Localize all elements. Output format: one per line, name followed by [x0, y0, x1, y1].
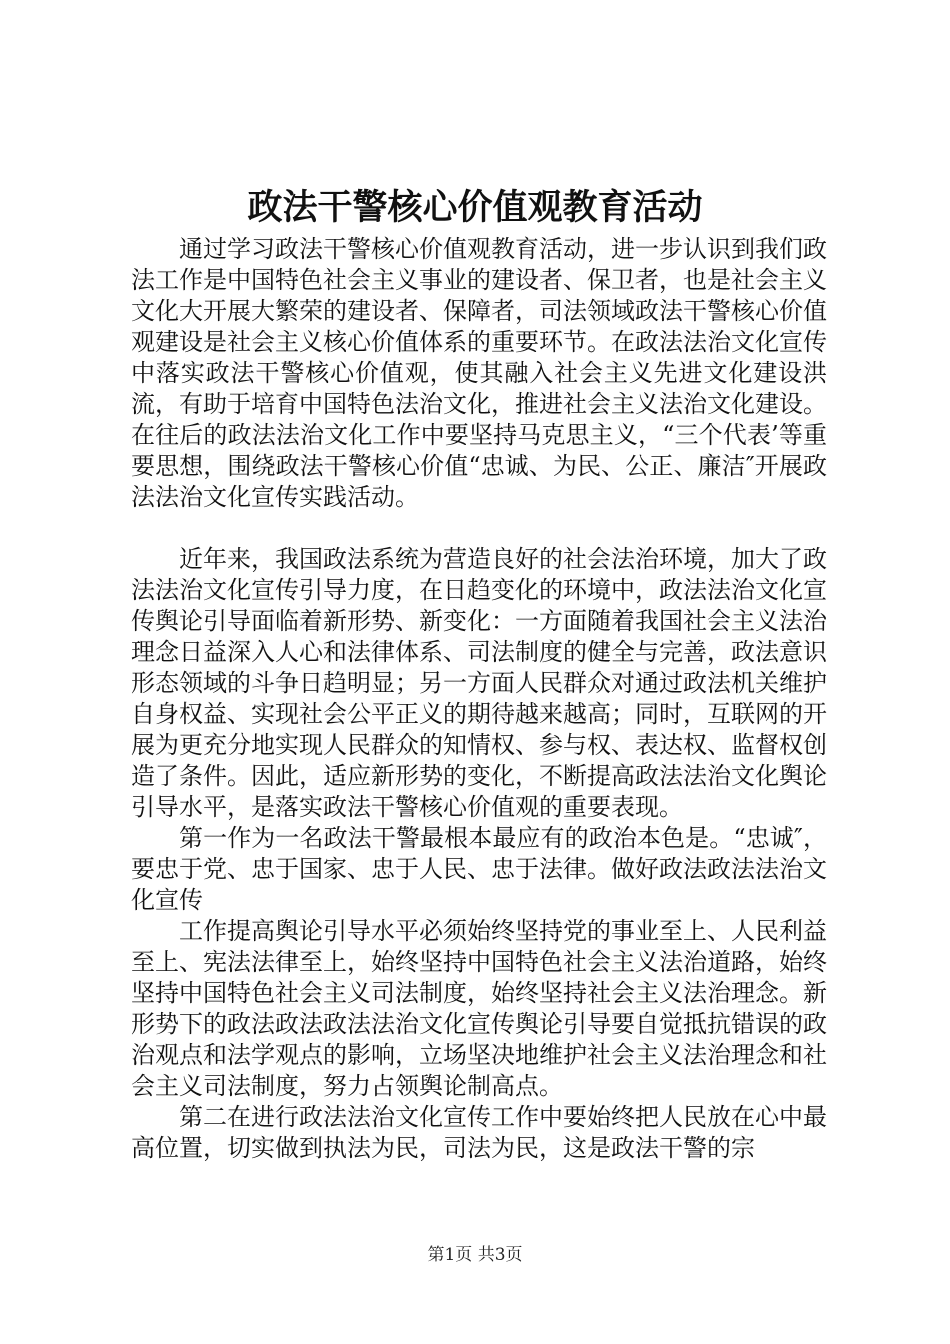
paragraph-1: 通过学习政法干警核心价值观教育活动，进一步认识到我们政法工作是中国特色社会主义事业的建设者、保卫者，也是社会主义文化大开展大繁荣的建设者、保障者，司法领域政法干警核心价值观建设是社会主义核心价值体系的重要环节。在政法法治文化宣传中落实政法干警核心价值观，使其融入社会主义先进文化建设洪流，有助于培育中国特色法治文化，推进社会主义法治文化建设。在往后的政法法治文化工作中要坚持马克思主义，“三个代表’等重要思想，围绕政法干警核心价值“忠诚、为民、公正、廉洁″开展政法法治文化宣传实践活动。 — [131, 235, 827, 511]
page-number-footer: 第1页 共3页 — [427, 1245, 523, 1265]
paragraph-4: 工作提高舆论引导水平必须始终坚持党的事业至上、人民利益至上、宪法法律至上，始终坚持中国特色社会主义法治道路，始终坚持中国特色社会主义司法制度，始终坚持社会主义法治理念。新形势下的政法政法政法法治文化宣传舆论引导要自觉抵抗错误的政治观点和法学观点的影响，立场坚决地维护社会主义法治理念和社会主义司法制度，努力占领舆论制高点。 — [131, 917, 827, 1100]
paragraph-3: 第一作为一名政法干警最根本最应有的政治本色是。“忠诚″，要忠于党、忠于国家、忠于人民、忠于法律。做好政法政法法治文化宣传 — [131, 824, 827, 914]
paragraph-2: 近年来，我国政法系统为营造良好的社会法治环境，加大了政法法治文化宣传引导力度，在日趋变化的环境中，政法法治文化宣传舆论引导面临着新形势、新变化：一方面随着我国社会主义法治理念日益深入人心和法律体系、司法制度的健全与完善，政法意识形态领域的斗争日趋明显；另一方面人民群众对通过政法机关维护自身权益、实现社会公平正义的期待越来越高；同时，互联网的开展为更充分地实现人民群众的知情权、参与权、表达权、监督权创造了条件。因此，适应新形势的变化，不断提高政法法治文化舆论引导水平，是落实政法干警核心价值观的重要表现。 — [131, 545, 827, 821]
document-title: 政法干警核心价值观教育活动 — [247, 188, 703, 228]
document-body — [131, 234, 827, 1164]
paragraph-5: 第二在进行政法法治文化宣传工作中要始终把人民放在心中最高位置，切实做到执法为民，司法为民，这是政法干警的宗 — [131, 1103, 827, 1162]
